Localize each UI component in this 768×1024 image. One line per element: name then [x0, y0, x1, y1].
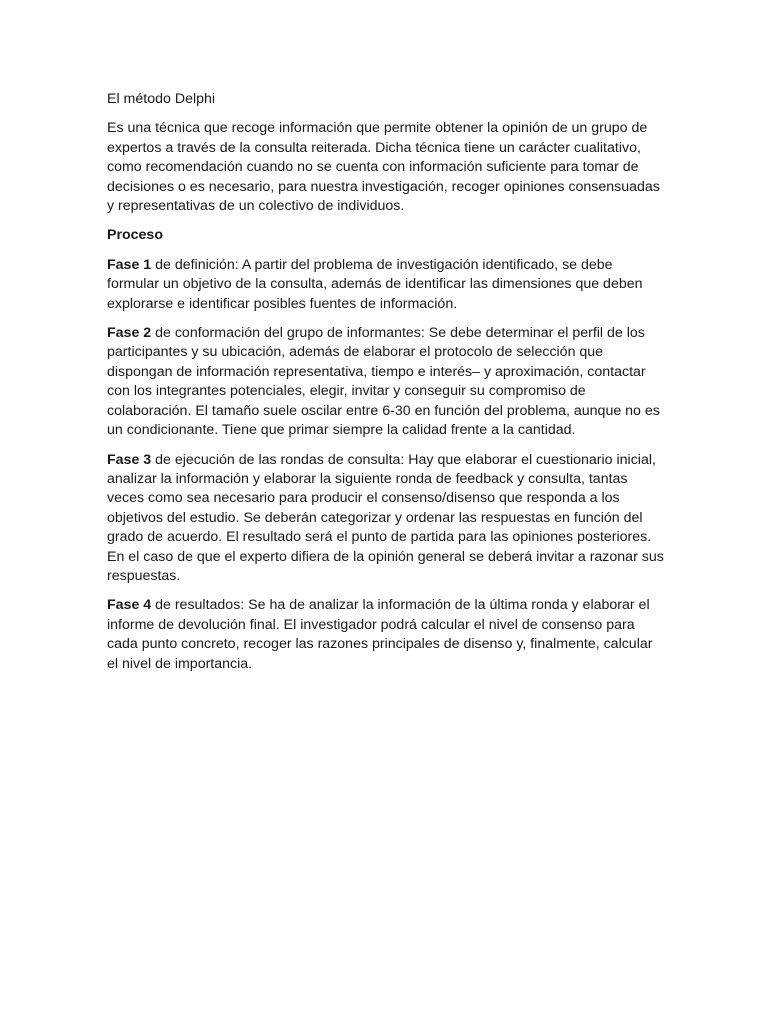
- phase-1-label: Fase 1: [107, 256, 152, 273]
- document-page: [107, 90, 667, 684]
- phase-1-paragraph: [107, 256, 667, 314]
- phase-3-text: de ejecución de las rondas de consulta: Hay que elaborar el cuestionario inicial, analizar la información y elaborar la siguiente ronda de feedback y consulta, tantas veces como sea necesario para producir el consenso/disenso que responda a los objetivos del estudio. Se deberán categorizar y ordenar las respuestas en función del grado de acuerdo. El resultado será el punto de partida para las opiniones posteriores. En el caso de que el experto difiera de la opinión general se deberá invitar a razonar sus respuestas.: [107, 451, 664, 584]
- phase-4-text: de resultados: Se ha de analizar la información de la última ronda y elaborar el informe de devolución final. El investigador podrá calcular el nivel de consenso para cada punto concreto, recoger las razones principales de disenso y, finalmente, calcular el nivel de importancia.: [107, 597, 653, 672]
- phase-4-label: Fase 4: [107, 597, 152, 614]
- document-title: El método Delphi: [107, 91, 216, 107]
- phase-2-text: de conformación del grupo de informantes: Se debe determinar el perfil de los participantes y su ubicación, además de elaborar el protocolo de selección que dispongan de información representativa, tiempo e interés– y aproximación, contactar con los integrantes potenciales, elegir, invitar y conseguir su compromiso de colaboración. El tamaño suele oscilar entre 6-30 en función del problema, aunque no es un condicionante. Tiene que primar siempre la calidad frente a la cantidad.: [107, 325, 660, 439]
- phase-1-text: de definición: A partir del problema de investigación identificado, se debe formular un objetivo de la consulta, además de identificar las dimensiones que deben explorarse e identificar posibles fuentes de información.: [107, 256, 643, 312]
- process-heading: Proceso: [107, 227, 163, 244]
- phase-4-paragraph: [107, 596, 667, 674]
- phase-3-label: Fase 3: [107, 451, 152, 468]
- phase-2-label: Fase 2: [107, 325, 152, 342]
- intro-paragraph: Es una técnica que recoge información que permite obtener la opinión de un grupo de expertos a través de la consulta reiterada. Dicha técnica tiene un carácter cualitativo, como recomendación cuando no se cuenta con información suficiente para tomar de decisiones o es necesario, para nuestra investigación, recoger opiniones consensuadas y representativas de un colectivo de individuos.: [107, 120, 660, 215]
- phase-2-paragraph: [107, 324, 667, 440]
- phase-3-paragraph: [107, 451, 667, 587]
